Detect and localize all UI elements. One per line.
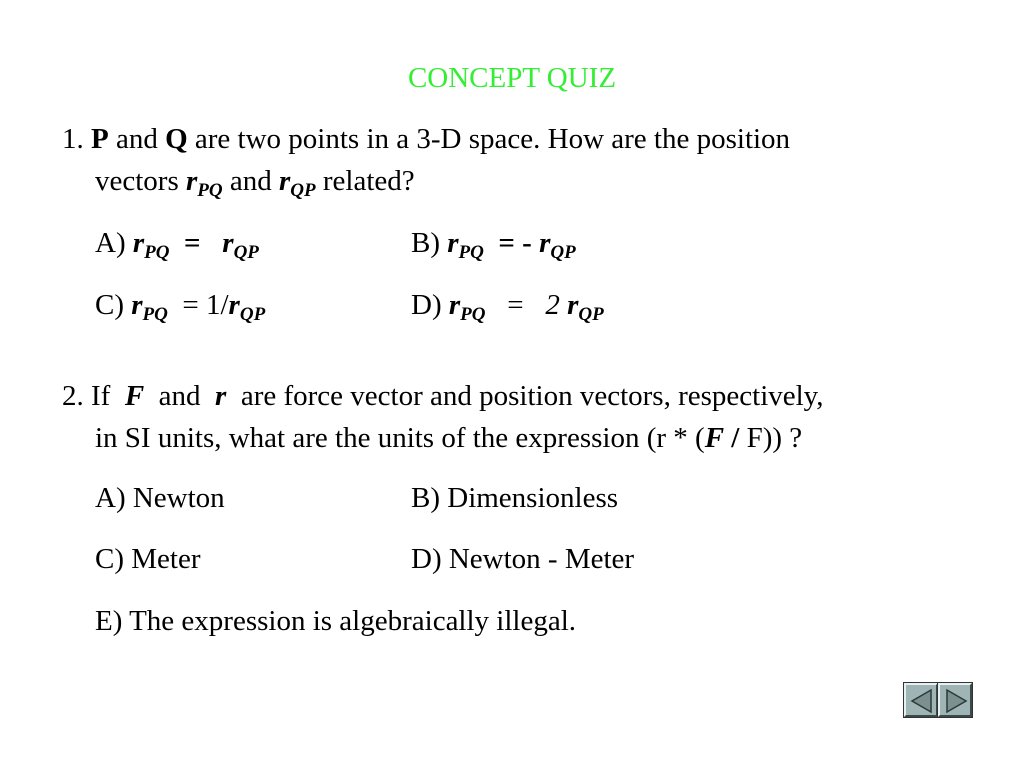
q1-vector-r: r xyxy=(186,165,198,197)
q1-sub-pq: PQ xyxy=(197,180,223,201)
two: 2 xyxy=(545,289,560,321)
q1-option-c[interactable] xyxy=(95,287,265,327)
q1-option-a[interactable] xyxy=(95,225,259,265)
equals: = xyxy=(182,289,199,321)
sub-qp: QP xyxy=(239,304,266,325)
q2-line2 xyxy=(95,420,802,456)
quiz-title: CONCEPT QUIZ xyxy=(407,62,617,94)
q2-text2a: in SI units, what are the units of the expression (r * ( xyxy=(95,422,705,454)
vector-r: r xyxy=(567,289,579,321)
vector-r: r xyxy=(132,227,145,259)
q2-option-d[interactable]: D) Newton - Meter xyxy=(411,543,635,575)
equals: = xyxy=(498,227,515,259)
sub-pq: PQ xyxy=(144,242,170,263)
vector-r: r xyxy=(539,227,551,259)
vector-r: r xyxy=(222,227,234,259)
sub-pq: PQ xyxy=(142,304,168,325)
equals: = xyxy=(507,289,524,321)
vector-r: r xyxy=(448,289,461,321)
q1-option-d[interactable] xyxy=(411,287,604,327)
minus: - xyxy=(522,227,532,259)
q2-number: 2. If xyxy=(62,380,111,412)
q1-text1: are two points in a 3-D space. How are the position xyxy=(194,123,791,155)
q1-sub-qp: QP xyxy=(290,180,316,201)
q1-and2: and xyxy=(229,165,272,197)
vector-r: r xyxy=(131,289,143,321)
q1-text2a: vectors xyxy=(95,165,179,197)
triangle-left-icon xyxy=(909,688,935,714)
one-over: 1/ xyxy=(205,289,229,321)
q1-and: and xyxy=(115,123,158,155)
q1-number: 1. xyxy=(62,123,84,155)
q2-option-c[interactable]: C) Meter xyxy=(95,543,201,575)
q1-point-q: Q xyxy=(165,123,188,155)
q2-force-f: F xyxy=(124,380,145,412)
option-label: B) xyxy=(411,227,440,259)
sub-qp: QP xyxy=(550,242,576,263)
q2-text1: are force vector and position vectors, respectively, xyxy=(240,380,824,412)
q2-force-f2: F xyxy=(704,422,725,454)
q1-line1 xyxy=(62,121,790,157)
vector-r: r xyxy=(447,227,459,259)
triangle-right-icon xyxy=(943,688,969,714)
q2-slash: / xyxy=(731,422,740,454)
q1-point-p: P xyxy=(91,123,109,155)
q1-text2b: related? xyxy=(322,165,415,197)
sub-qp: QP xyxy=(233,242,259,263)
q2-position-r: r xyxy=(215,380,227,412)
q2-and: and xyxy=(158,380,201,412)
q1-option-b[interactable] xyxy=(411,225,576,265)
q1-line2 xyxy=(95,163,415,203)
q2-line1 xyxy=(62,378,824,414)
q1-vector-r: r xyxy=(279,165,291,197)
sub-qp: QP xyxy=(578,304,604,325)
q2-text2b: F)) ? xyxy=(746,422,803,454)
sub-pq: PQ xyxy=(458,242,484,263)
q2-option-a[interactable]: A) Newton xyxy=(95,482,225,514)
equals: = xyxy=(183,227,201,259)
option-label: C) xyxy=(95,289,124,321)
q2-option-e[interactable]: E) The expression is algebraically illegal. xyxy=(95,605,577,637)
option-label: A) xyxy=(95,227,126,259)
option-label: D) xyxy=(411,289,442,321)
next-slide-button[interactable] xyxy=(938,683,972,717)
sub-pq: PQ xyxy=(460,304,486,325)
previous-slide-button[interactable] xyxy=(904,683,938,717)
q2-option-b[interactable]: B) Dimensionless xyxy=(411,482,619,514)
vector-r: r xyxy=(228,289,240,321)
slide-navigation xyxy=(904,683,972,717)
